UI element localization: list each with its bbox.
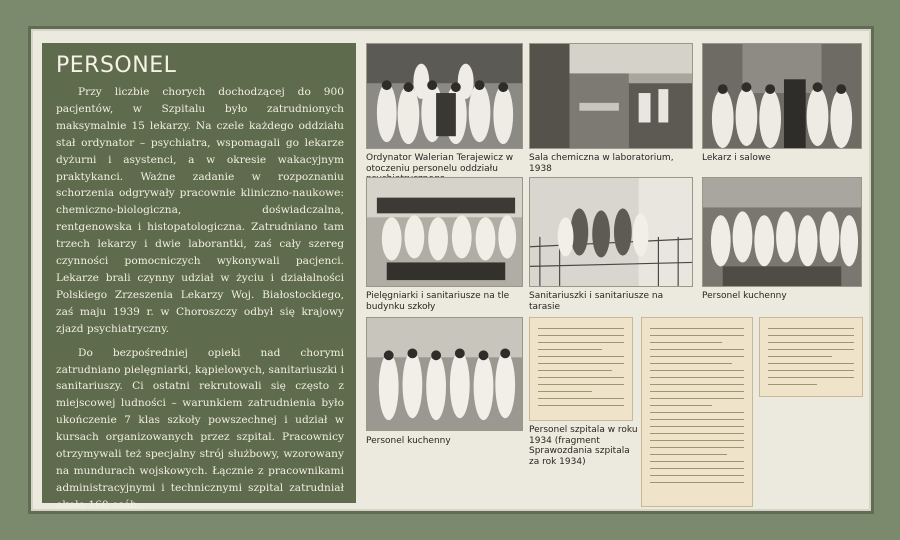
caption-report: Personel szpitala w roku 1934 (fragment Sprawozdania szpitala za rok 1934): [529, 425, 638, 467]
caption-kitchen-2: Personel kuchenny: [366, 436, 451, 446]
photo-kitchen-staff-2: [366, 317, 523, 431]
caption-kitchen-1: Personel kuchenny: [702, 291, 787, 301]
document-report-page-1: [529, 317, 633, 421]
photo-nurses-school: [366, 177, 523, 287]
page-title: PERSONEL: [56, 53, 177, 78]
text-panel: [42, 43, 356, 511]
exhibit-board: [28, 26, 874, 514]
caption-ordynator: Ordynator Walerian Terajewicz w otoczeniu personelu oddziału: [366, 153, 514, 174]
photo-terrace: [529, 177, 693, 287]
paragraph-staff: Do bezpośredniej opieki nad chorymi zatrudniano pielęgniarki, kąpielowych, sanitariuszki i sanitariuszy. Ci ostatni rekrutowali się często z miejscowej ludności – warunkiem zatrudnienia było ukończenie 7 klas szkoły powszechnej i udział w kursach organizowanych przez szpital. Pracownicy otrzymywali też specjalny strój służbowy, wzorowany na mundurach wojskowych. Łącznie z pracownikami administracyjnymi i technicznymi szpital zatrudniał około 160 osób.: [56, 346, 344, 511]
photo-doctor-nurses: [702, 43, 862, 149]
caption-doctor: Lekarz i salowe: [702, 153, 771, 163]
paragraph-doctors: Przy liczbie chorych dochodzącej do 900 pacjentów, w Szpitalu było zatrudnionych maksymalnie 15 lekarzy. Na czele każdego oddziału stał ordynator – psychiatra, wspomagali go lekarze dyżurni i asystenci, a w okresie wakacyjnym praktykanci. Ważne zadanie w rozpoznaniu schorzenia odgrywały pracownie kliniczno-naukowe: chemiczno-biologiczna, doświadczalna, rentgenowska i histopatologiczna. Zatrudniano tam trzech lekarzy i dwie laborantki, zaś cały szereg czynności pomocniczych wykonywali pacjenci. Lekarze brali czynny udział w życiu i działalności Polskiego Zrzeszenia Lekarzy Woj. Białostockiego, zaś maju 1939 r. w Choroszczy odbył się krajowy zjazd psychiatryczny.: [56, 86, 344, 335]
caption-lab: Sala chemiczna w laboratorium, 1938: [529, 153, 674, 174]
caption-terrace: Sanitariuszki i sanitariusze na tarasie: [529, 291, 664, 312]
photo-chemical-lab: [529, 43, 693, 149]
photo-kitchen-staff-1: [702, 177, 862, 287]
document-report-page-2: [641, 317, 753, 507]
photo-ordynator-group: [366, 43, 523, 149]
document-report-page-3: [759, 317, 863, 397]
caption-nurses-school: Pielęgniarki i sanitariusze na tle budynku szkoły: [366, 291, 510, 312]
